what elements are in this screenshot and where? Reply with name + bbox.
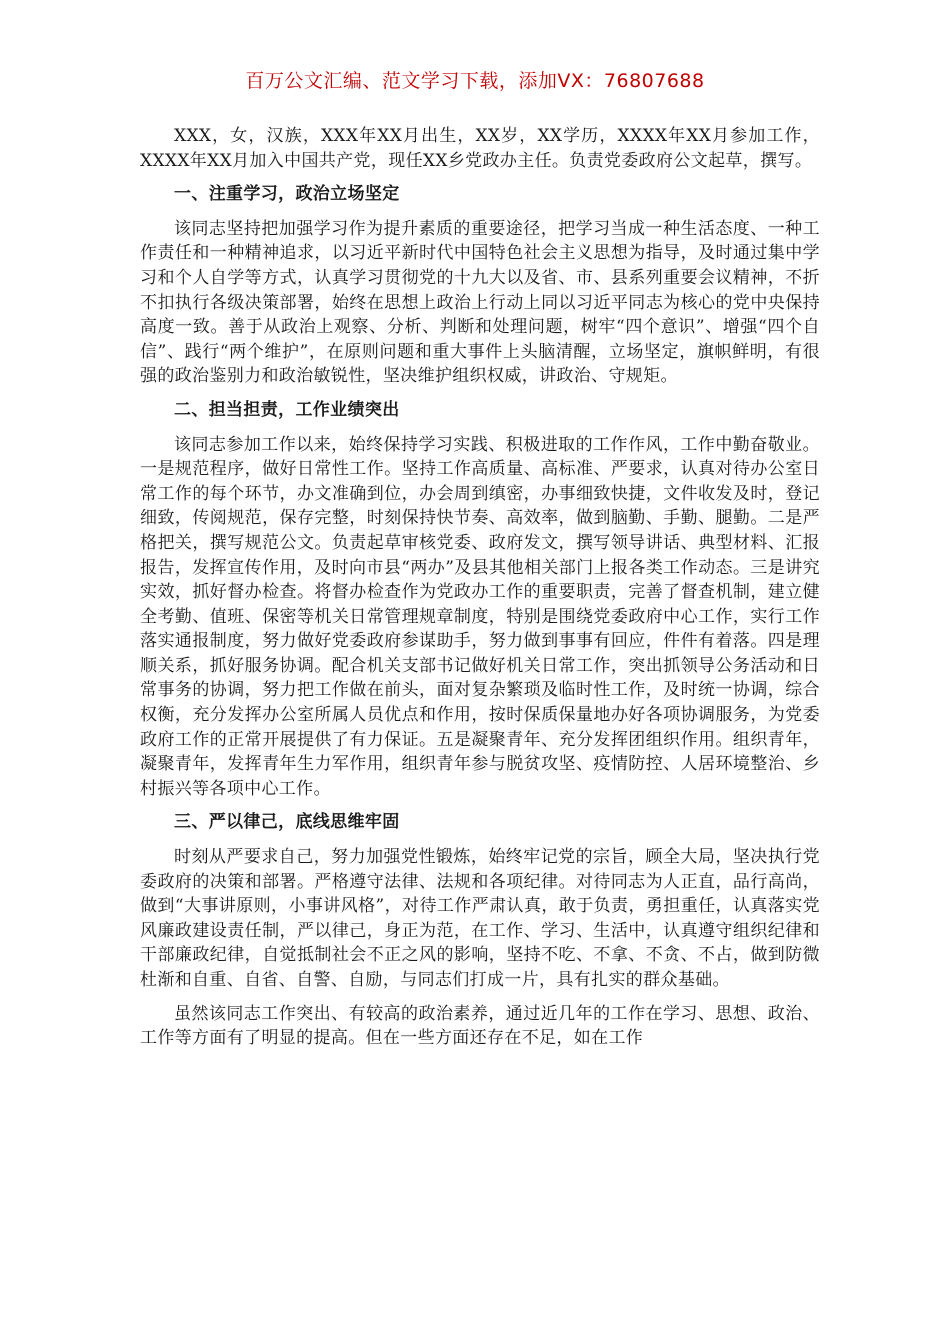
document-body — [140, 124, 820, 1060]
section-1-heading: 一、注重学习，政治立场坚定 — [174, 184, 400, 205]
section-1-paragraph: 该同志坚持把加强学习作为提升素质的重要途径，把学习当成一种生活态度、一种工作责任和一种精神追求，以习近平新时代中国特色社会主义思想为指导，及时通过集中学习和个人自学等方式，认真学习贯彻党的十九大以及省、市、县系列重要会议精神，不折不扣执行各级决策部署，始终在思想上政治上行动上同以习近平同志为核心的党中央保持高度一致。善于从政治上观察、分析、判断和处理问题，树牢“四个意识”、增强“四个自信”、践行“两个维护”，在原则问题和重大事件上头脑清醒，立场坚定，旗帜鲜明，有很强的政治鉴别力和政治敏锐性，坚决维护组织权威，讲政治、守规矩。 — [140, 218, 820, 387]
section-2-heading: 二、担当担责，工作业绩突出 — [174, 399, 400, 420]
section-2-paragraph: 该同志参加工作以来，始终保持学习实践、积极进取的工作作风，工作中勤奋敬业。一是规范程序，做好日常性工作。坚持工作高质量、高标准、严要求，认真对待办公室日常工作的每个环节，办文准确到位，办会周到缜密，办事细致快捷，文件收发及时，登记细致，传阅规范，保存完整，时刻保持快节奏、高效率，做到脑勤、手勤、腿勤。二是严格把关，撰写规范公文。负责起草审核党委、政府发文，撰写领导讲话、典型材料、汇报报告，发挥宣传作用，及时向市县“两办”及县其他相关部门上报各类工作动态。三是讲究实效，抓好督办检查。将督办检查作为党政办工作的重要职责，完善了督查机制，建立健全考勤、值班、保密等机关日常管理规章制度，特别是围绕党委政府中心工作，实行工作落实通报制度，努力做好党委政府参谋助手，努力做到事事有回应，件件有着落。四是理顺关系，抓好服务协调。配合机关支部书记做好机关日常工作，突出抓领导公务活动和日常事务的协调，努力把工作做在前头，面对复杂繁琐及临时性工作，及时统一协调，综合权衡，充分发挥办公室所属人员优点和作用，按时保质保量地办好各项协调服务，为党委政府工作的正常开展提供了有力保证。五是凝聚青年、充分发挥团组织作用。组织青年，凝聚青年，发挥青年生力军作用，组织青年参与脱贫攻坚、疫情防控、人居环境整治、乡村振兴等各项中心工作。 — [140, 434, 820, 799]
intro-paragraph: XXX，女，汉族，XXX年XX月出生，XX岁，XX学历，XXXX年XX月参加工作，XXXX年XX月加入中国共产党，现任XX乡党政办主任。负责党委政府公文起草，撰写。 — [140, 126, 820, 171]
section-3-paragraph: 时刻从严要求自己，努力加强党性锻炼，始终牢记党的宗旨，顾全大局，坚决执行党委政府的决策和部署。严格遵守法律、法规和各项纪律。对待同志为人正直，品行高尚，做到“大事讲原则，小事讲风格”，对待工作严肃认真，敢于负责，勇担重任，认真落实党风廉政建设责任制，严以律己，身正为范，在工作、学习、生活中，认真遵守组织纪律和干部廉政纪律，自觉抵制社会不正之风的影响，坚持不吃、不拿、不贪、不占，做到防微杜渐和自重、自省、自警、自励，与同志们打成一片，具有扎实的群众基础。 — [140, 847, 820, 990]
section-3-heading: 三、严以律己，底线思维牢固 — [174, 812, 400, 833]
closing-paragraph: 虽然该同志工作突出、有较高的政治素养，通过近几年的工作在学习、思想、政治、工作等方面有了明显的提高。但在一些方面还存在不足，如在工作 — [140, 1003, 820, 1049]
header-banner: 百万公文汇编、范文学习下载，添加VX：76807688 — [245, 70, 705, 92]
